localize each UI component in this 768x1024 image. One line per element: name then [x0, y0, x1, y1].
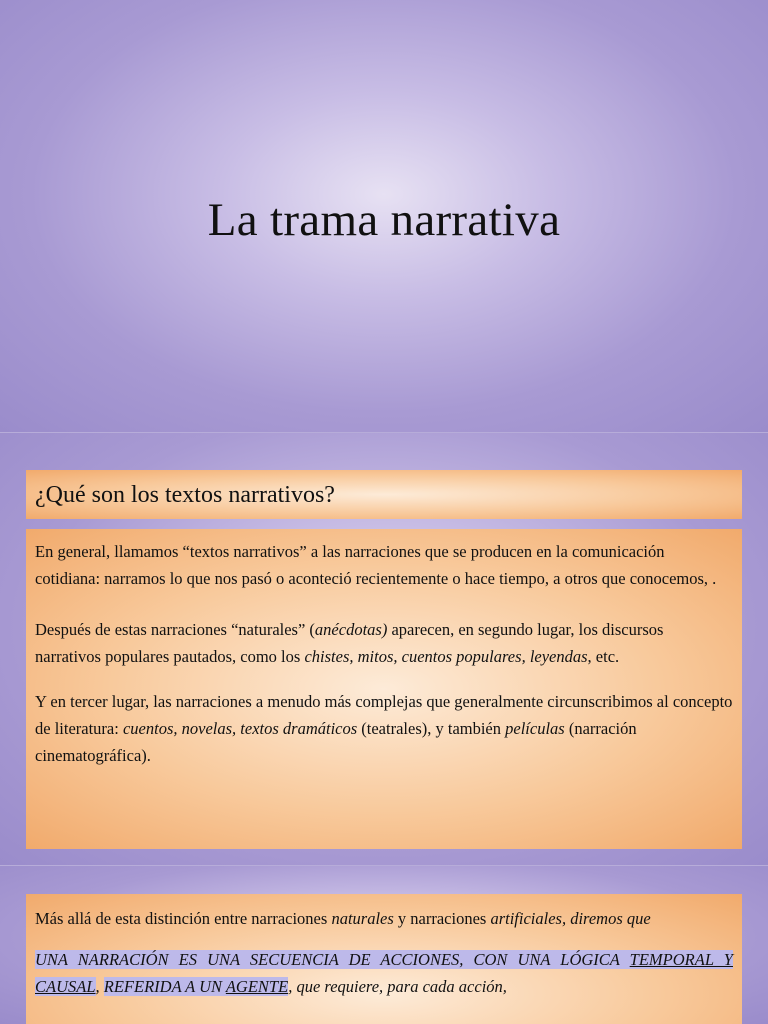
text-run: (narración cinematográfica). — [35, 719, 637, 765]
definition-paragraph — [35, 946, 733, 1000]
text-run: y narraciones — [393, 909, 491, 928]
italic-term: leyendas — [529, 647, 588, 666]
text-run: Y en tercer lugar, las narraciones a menudo más complejas que generalmente circunscribimos al concepto de literatura: — [35, 692, 733, 738]
italic-term: películas — [505, 719, 565, 738]
highlighted-definition: REFERIDA A UN — [103, 977, 226, 996]
italic-term: cuentos populares — [401, 647, 522, 666]
text-run: , — [173, 719, 182, 738]
paragraph-2 — [35, 616, 733, 670]
definition-box — [26, 894, 742, 1024]
italic-term: naturales — [331, 909, 394, 928]
highlighted-definition: UNA NARRACIÓN ES UNA SECUENCIA DE ACCIONES, CON UNA LÓGICA — [35, 950, 630, 969]
underlined-term: AGENTE — [225, 977, 289, 996]
slide-heading — [26, 470, 742, 519]
text-run: aparecen, en segundo lugar, los discursos narrativos populares pautados, como los — [35, 620, 664, 666]
text-run: , — [521, 647, 530, 666]
italic-term: textos dramáticos — [240, 719, 358, 738]
italic-term: mitos — [357, 647, 394, 666]
intro-paragraph — [35, 905, 733, 932]
underlined-term: TEMPORAL Y CAUSAL — [35, 950, 733, 996]
italic-term: artificiales — [490, 909, 562, 928]
italic-term: novelas — [181, 719, 233, 738]
text-run: , etc. — [587, 647, 620, 666]
title-slide — [0, 0, 768, 432]
text-run: , — [349, 647, 358, 666]
text-run: Más allá de esta distinción entre narraciones — [35, 909, 332, 928]
italic-term: chistes — [304, 647, 350, 666]
text-run: , — [393, 647, 402, 666]
content-slide-definition — [0, 866, 768, 1024]
slide-heading-text: ¿Qué son los textos narrativos? — [35, 482, 335, 508]
text-run: , diremos que — [561, 909, 651, 928]
text-run: , que requiere, para cada acción, — [288, 977, 507, 996]
italic-term: anécdotas) — [314, 620, 388, 639]
slide-body — [26, 529, 742, 849]
paragraph-1: En general, llamamos “textos narrativos” a las narraciones que se producen en la comunicación cotidiana: narramos lo que nos pasó o aconteció recientemente o hace tiempo, a otros que conocemos, . — [35, 542, 717, 588]
text-run: (teatrales), y también — [357, 719, 506, 738]
italic-term: cuentos — [122, 719, 174, 738]
content-slide-narrative-texts — [0, 433, 768, 865]
text-run: , — [95, 977, 104, 996]
text-run: Después de estas narraciones “naturales” ( — [35, 620, 315, 639]
paragraph-3 — [35, 688, 733, 769]
text-run: , — [232, 719, 241, 738]
presentation-title: La trama narrativa — [207, 194, 561, 246]
